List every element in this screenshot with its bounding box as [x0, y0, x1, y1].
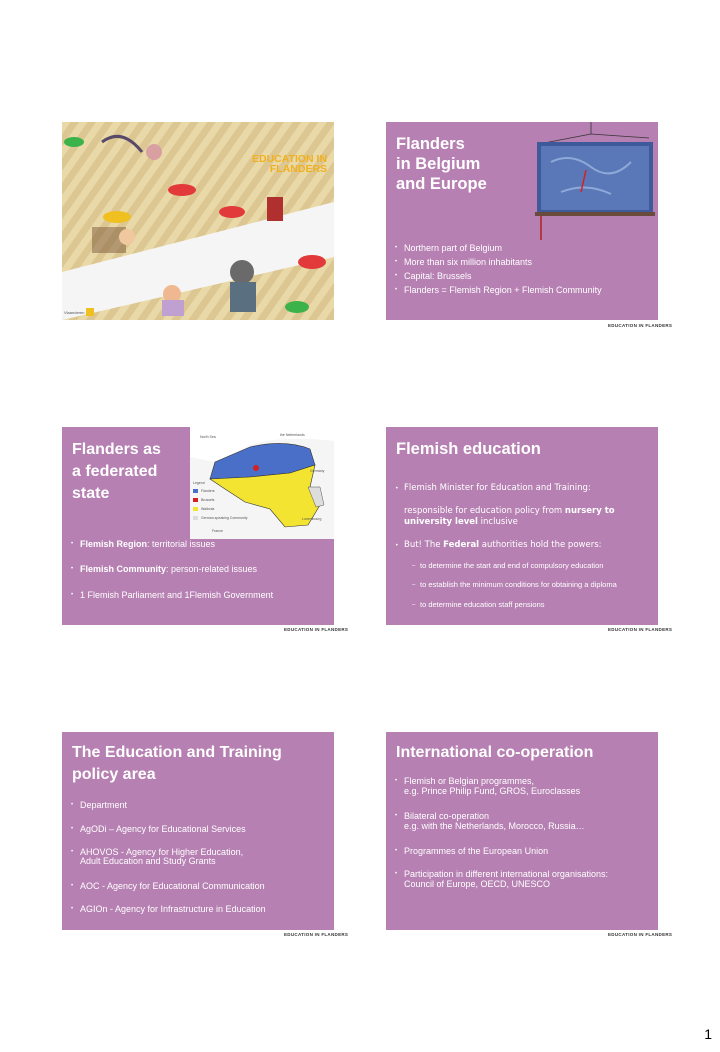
logo-text: Vlaanderen [64, 309, 85, 315]
slide-flemish-education [386, 427, 658, 625]
bullet-2 [80, 564, 257, 575]
bullet-4: • Participation in different international organisations: Council of Europe, OECD, UNESCO [404, 870, 608, 889]
logo [64, 308, 94, 316]
bullet-2-bold: Federal [443, 540, 480, 550]
slide-education-policy-area [62, 732, 334, 930]
bullet-1-bold: Flemish Region [80, 539, 148, 549]
legend-item-3: Wallonia [201, 507, 215, 511]
bullet-1: • Flemish Minister for Education and Training: [404, 483, 591, 494]
bullet-3-rest: 1 Flemish Parliament and 1Flemish Government [80, 590, 274, 600]
map-label-france: France [212, 529, 223, 533]
slide-flanders-in-belgium [386, 122, 658, 320]
bullet-2-b: authorities hold the powers: [479, 540, 602, 550]
bullet-2-bold: Flemish Community [80, 564, 167, 574]
slide-title: International co-operation [396, 744, 594, 761]
bullet-3 [80, 590, 273, 601]
slide-title: Flemish education [396, 440, 541, 458]
bullet-2: • More than six million inhabitants [404, 257, 532, 268]
sub-bullet-2: – to establish the minimum conditions for obtaining a diploma [420, 580, 617, 590]
slide-federated-state [62, 427, 334, 625]
bullet-2-a: But! The [404, 540, 444, 550]
bullet-1-cont-bold: nursery to university level [404, 506, 615, 527]
bullet-1-rest: : territorial issues [147, 539, 216, 549]
belgium-map [190, 427, 334, 539]
bullet-1-cont-b: inclusive [477, 517, 518, 527]
slide-title: The Education and Training policy area [72, 744, 282, 783]
bullet-1-continuation [404, 506, 654, 528]
sub-bullet-1: – to determine the start and end of compulsory education [420, 561, 603, 571]
legend-item-2: Brussels [201, 498, 215, 502]
legend-title: Legend [193, 481, 205, 485]
map-label-germany: Germany [310, 469, 325, 473]
map-label-netherlands: the Netherlands [280, 433, 305, 437]
slide-title: Flanders as a federated state [72, 441, 161, 502]
sub-bullet-3: – to determine education staff pensions [420, 600, 545, 610]
slide-cover [62, 122, 334, 320]
bullet-4: • Flanders = Flemish Region + Flemish Community [404, 285, 602, 296]
slide-international-cooperation [386, 732, 658, 930]
bullet-2 [404, 540, 602, 551]
legend-item-1: Flanders [201, 489, 215, 493]
bullet-3: • AHOVOS - Agency for Higher Education, Adult Education and Study Grants [80, 848, 243, 866]
footer-5: EDUCATION IN FLANDERS [284, 932, 349, 937]
page-number: 1 [704, 1026, 712, 1042]
bullet-3: • Capital: Brussels [404, 271, 472, 282]
slide-title: Flanders in Belgium and Europe [396, 135, 487, 193]
bullet-1 [80, 539, 215, 550]
bullet-2-rest: : person-related issues [166, 564, 258, 574]
footer-4: EDUCATION IN FLANDERS [608, 627, 673, 632]
cover-title: EDUCATION IN FLANDERS [252, 153, 328, 175]
bullet-1: • Flemish or Belgian programmes, e.g. Prince Philip Fund, GROS, Euroclasses [404, 777, 580, 796]
bullet-2: • AgODi – Agency for Educational Services [80, 824, 246, 835]
map-label-north-sea: North Sea [200, 435, 216, 439]
legend-item-4: German-speaking Community [201, 516, 248, 520]
bullet-1: • Department [80, 800, 127, 811]
cover-illustration [62, 122, 334, 320]
map-label-luxembourg: Luxembourg [302, 517, 322, 521]
europe-map-scroll [531, 122, 658, 240]
bullet-1-cont-a: responsible for education policy from [404, 506, 565, 516]
lion-icon [86, 308, 94, 316]
bullet-1: • Northern part of Belgium [404, 243, 502, 254]
footer-6: EDUCATION IN FLANDERS [608, 932, 673, 937]
bullet-5: • AGIOn - Agency for Infrastructure in Education [80, 904, 266, 915]
footer-2: EDUCATION IN FLANDERS [608, 323, 673, 328]
bullet-4: • AOC - Agency for Educational Communication [80, 881, 265, 892]
bullet-3: • Programmes of the European Union [404, 846, 548, 857]
footer-3: EDUCATION IN FLANDERS [284, 627, 349, 632]
bullet-2: • Bilateral co-operation e.g. with the Netherlands, Morocco, Russia… [404, 812, 585, 831]
